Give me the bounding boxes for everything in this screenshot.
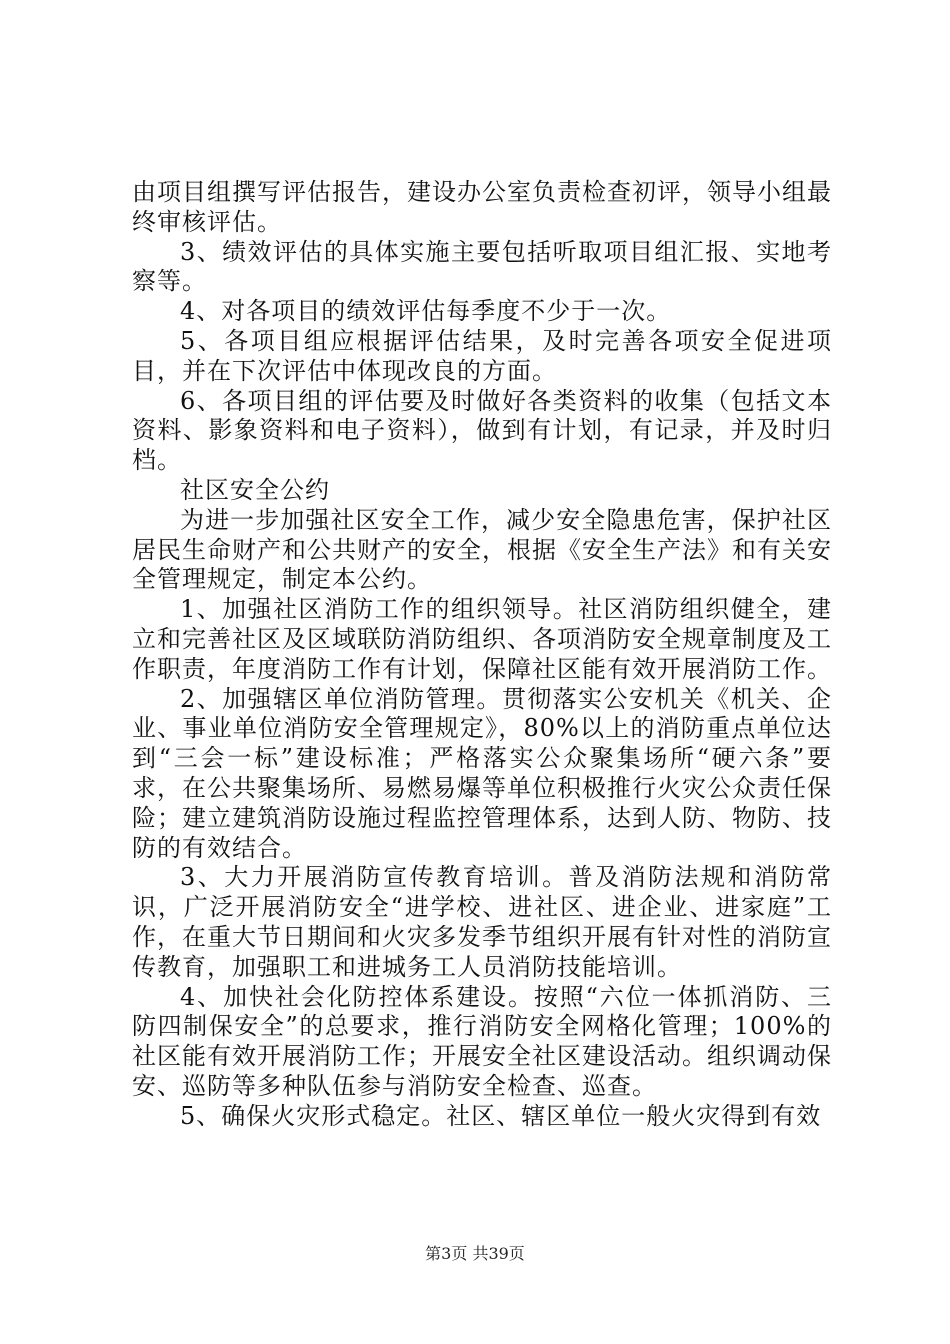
paragraph-item-4: 4、对各项目的绩效评估每季度不少于一次。	[180, 297, 672, 326]
paragraph-convention-1: 1、加强社区消防工作的组织领导。社区消防组织健全，建立和完善社区及区域联防消防组织、各项消防安全规章制度及工作职责，年度消防工作有计划，保障社区能有效开展消防工作。	[132, 595, 832, 683]
page-footer: 第3页 共39页	[425, 1244, 525, 1263]
paragraph-continuation: 由项目组撰写评估报告，建设办公室负责检查初评，领导小组最终审核评估。	[132, 178, 832, 236]
paragraph-item-5: 5、各项目组应根据评估结果，及时完善各项安全促进项目，并在下次评估中体现改良的方面。	[132, 326, 832, 385]
paragraph-convention-2: 2、加强辖区单位消防管理。贯彻落实公安机关《机关、企业、事业单位消防安全管理规定》，80%以上的消防重点单位达到“三会一标”建设标准；严格落实公众聚集场所“硬六条”要求，在公共聚集场所、易燃易爆等单位积极推行火灾公众责任保险；建立建筑消防设施过程监控管理体系，达到人防、物防、技防的有效结合。	[132, 684, 832, 862]
section-title: 社区安全公约	[180, 475, 330, 504]
paragraph-item-3: 3、绩效评估的具体实施主要包括听取项目组汇报、实地考察等。	[132, 237, 832, 296]
paragraph-convention-4: 4、加快社会化防控体系建设。按照“六位一体抓消防、三防四制保安全”的总要求，推行消防安全网格化管理；100%的社区能有效开展消防工作；开展安全社区建设活动。组织调动保安、巡防等多种队伍参与消防安全检查、巡查。	[132, 982, 832, 1100]
paragraph-item-6: 6、各项目组的评估要及时做好各类资料的收集（包括文本资料、影象资料和电子资料），做到有计划，有记录，并及时归档。	[132, 386, 832, 475]
paragraph-intro: 为进一步加强社区安全工作，减少安全隐患危害，保护社区居民生命财产和公共财产的安全，根据《安全生产法》和有关安全管理规定，制定本公约。	[132, 505, 832, 594]
document-body	[132, 178, 832, 1132]
paragraph-convention-5: 5、确保火灾形式稳定。社区、辖区单位一般火灾得到有效	[180, 1101, 822, 1130]
paragraph-convention-3: 3、大力开展消防宣传教育培训。普及消防法规和消防常识，广泛开展消防安全“进学校、进社区、进企业、进家庭”工作，在重大节日期间和火灾多发季节组织开展有针对性的消防宣传教育，加强职工和进城务工人员消防技能培训。	[132, 863, 832, 981]
